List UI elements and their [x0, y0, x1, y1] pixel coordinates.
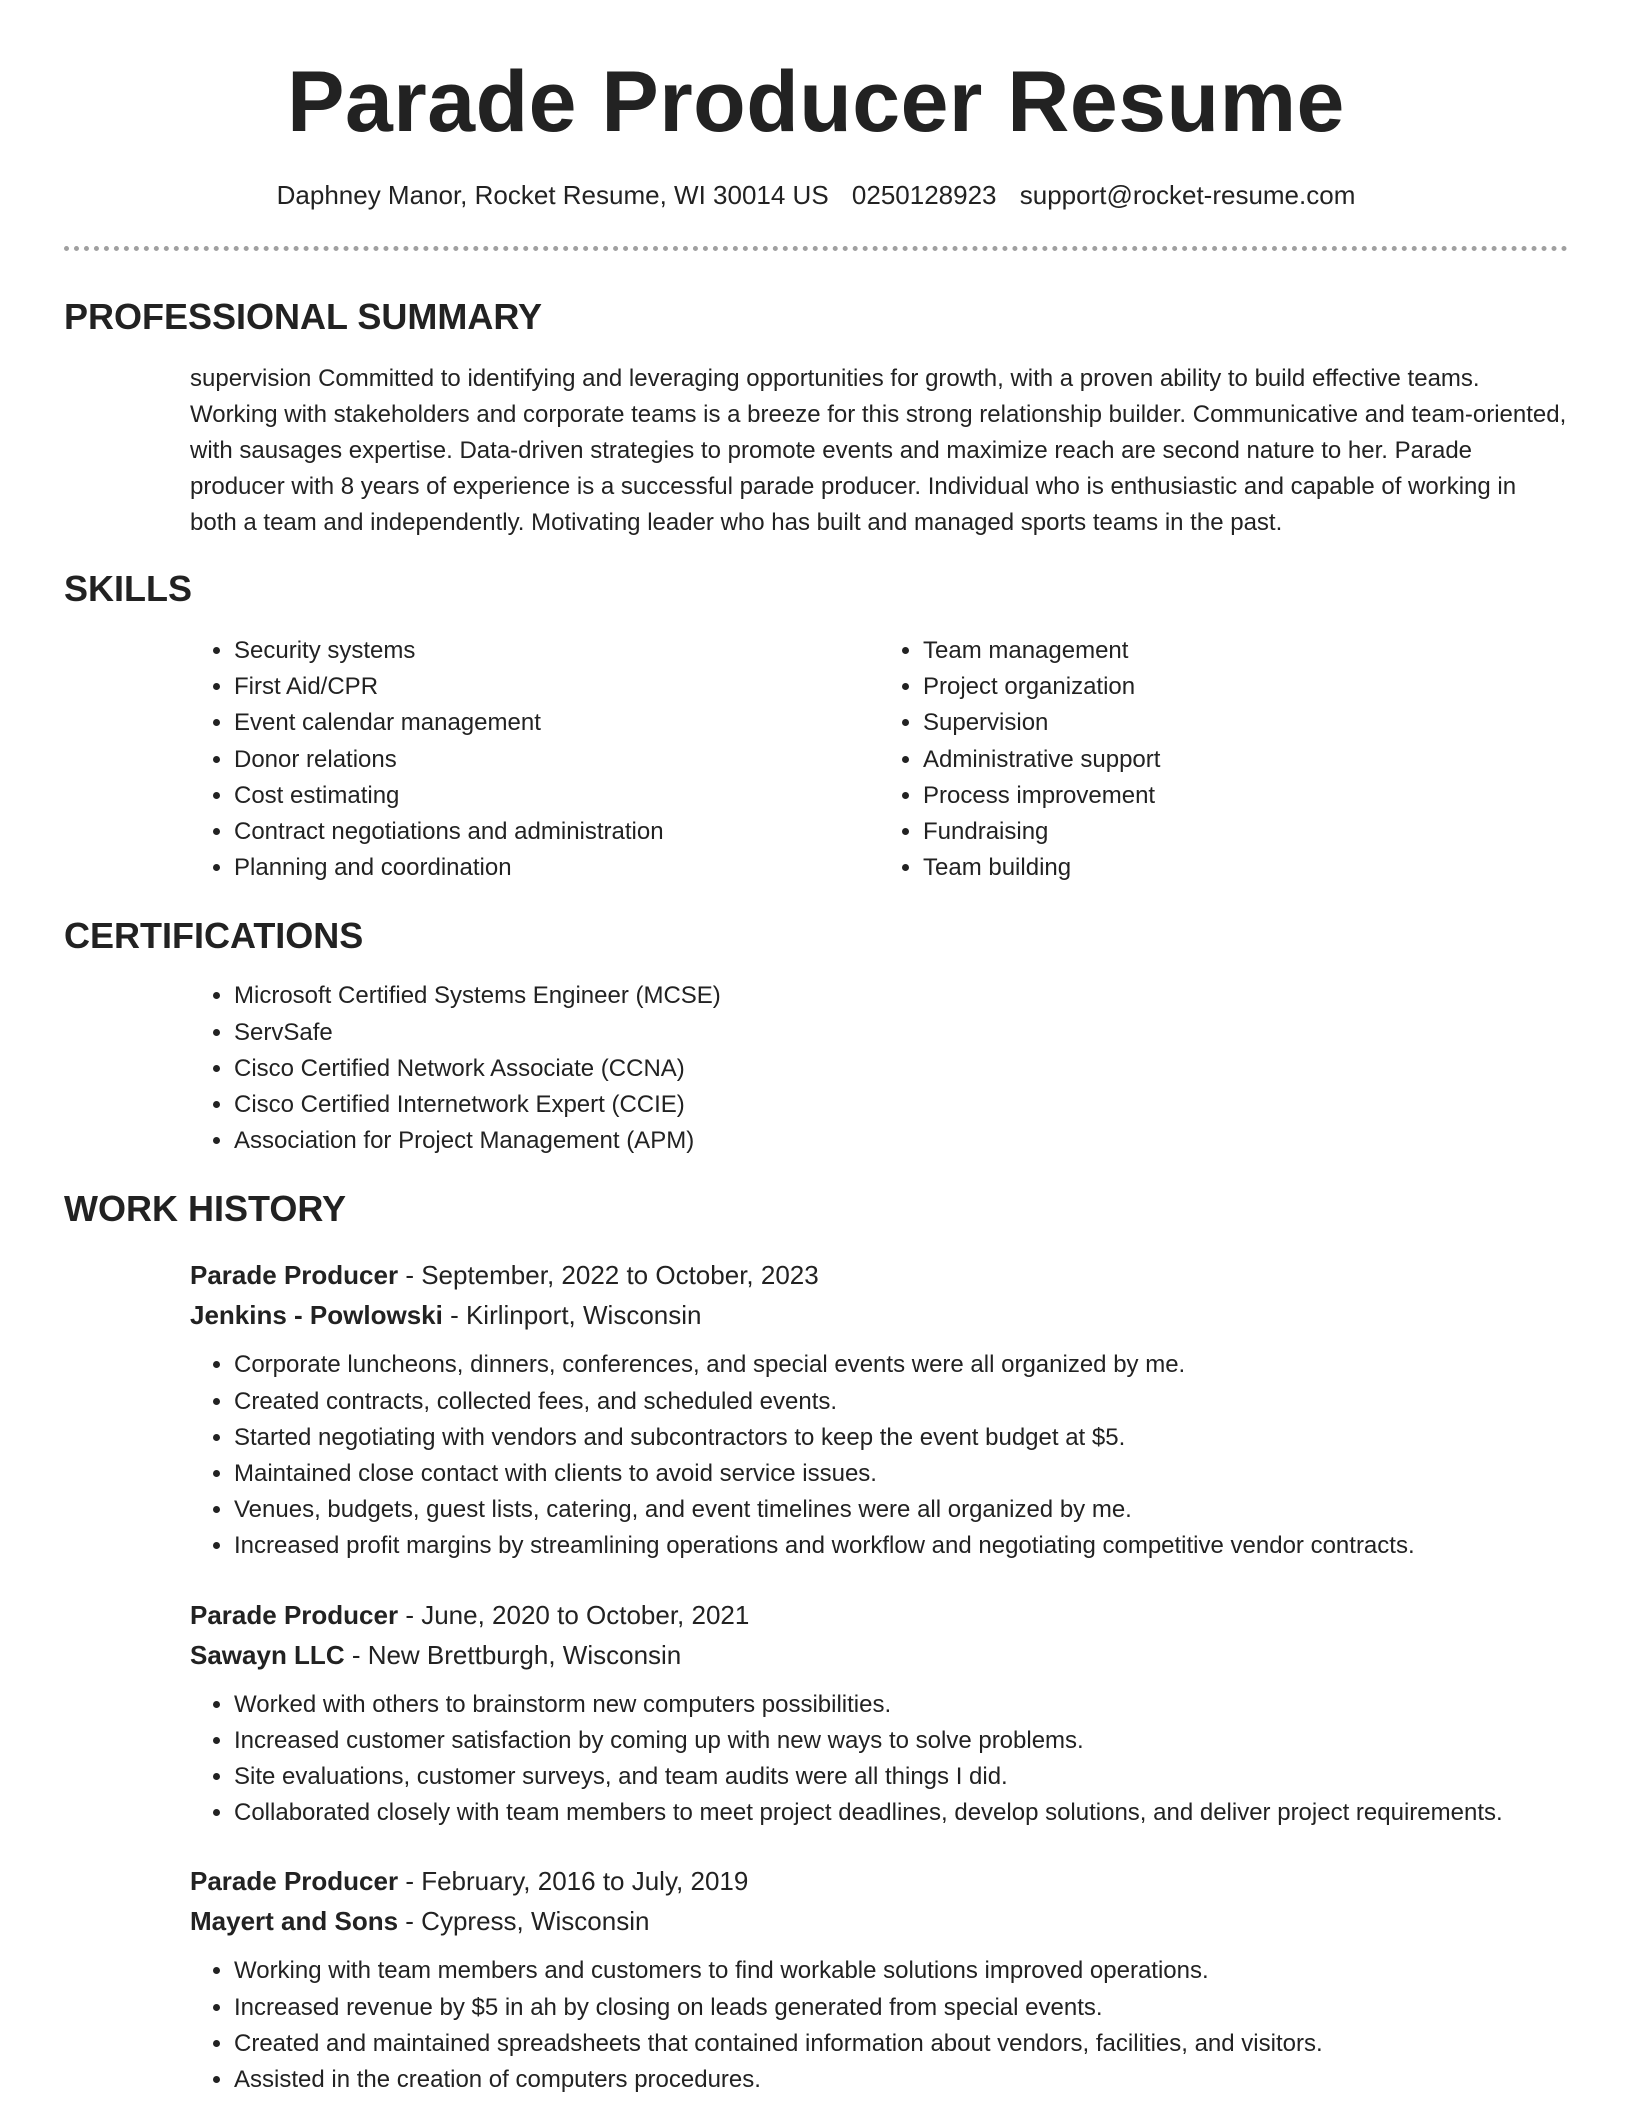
list-item: • Fundraising [923, 814, 1568, 850]
list-item: • Assisted in the creation of computers procedures. [234, 2062, 1568, 2098]
list-item: • Association for Project Management (APM) [234, 1123, 1568, 1159]
job-location: - New Brettburgh, Wisconsin [344, 1639, 682, 1670]
list-item: • Increased customer satisfaction by coming up with new ways to solve problems. [234, 1723, 1568, 1759]
list-item: • Cost estimating [234, 778, 879, 814]
job-bullets [190, 1347, 1568, 1564]
list-item: • Created and maintained spreadsheets that contained information about vendors, facilities, and visitors. [234, 2026, 1568, 2062]
list-item: • Site evaluations, customer surveys, and team audits were all things I did. [234, 1759, 1568, 1795]
list-item: • Cisco Certified Internetwork Expert (CCIE) [234, 1087, 1568, 1123]
list-item: • Increased revenue by $5 in ah by closing on leads generated from special events. [234, 1990, 1568, 2026]
job-role-line [190, 1861, 1568, 1901]
work-history-heading: WORK HISTORY [64, 1188, 347, 1230]
list-item: • Collaborated closely with team members to meet project deadlines, develop solutions, and deliver project requirements. [234, 1795, 1568, 1831]
job-entry [190, 1861, 1568, 2098]
certifications-heading: CERTIFICATIONS [64, 915, 364, 957]
list-item: • ServSafe [234, 1015, 1568, 1051]
list-item: • Contract negotiations and administration [234, 814, 879, 850]
job-location: - Cypress, Wisconsin [398, 1906, 650, 1937]
list-item: • Cisco Certified Network Associate (CCNA) [234, 1051, 1568, 1087]
list-item: • Supervision [923, 705, 1568, 741]
job-role: Parade Producer [190, 1260, 399, 1291]
list-item: • Project organization [923, 669, 1568, 705]
job-role: Parade Producer [190, 1866, 399, 1897]
list-item: • Planning and coordination [234, 850, 879, 886]
job-location: - Kirlinport, Wisconsin [442, 1300, 702, 1331]
list-item: • Event calendar management [234, 705, 879, 741]
contact-address: Daphney Manor, Rocket Resume, WI 30014 US [276, 180, 829, 210]
job-entry [190, 1255, 1568, 1564]
list-item: • Worked with others to brainstorm new computers possibilities. [234, 1687, 1568, 1723]
list-item: • Created contracts, collected fees, and scheduled events. [234, 1384, 1568, 1420]
resume-page [64, 0, 1568, 2098]
skills-heading: SKILLS [64, 568, 193, 609]
job-company: Sawayn LLC [190, 1639, 345, 1670]
job-role-line [190, 1595, 1568, 1635]
job-company: Jenkins - Powlowski [190, 1300, 443, 1331]
certifications-list [190, 978, 1568, 1159]
skills-columns [190, 633, 1568, 886]
certifications-block [190, 978, 1568, 1159]
list-item: • Donor relations [234, 742, 879, 778]
summary-text: supervision Committed to identifying and leveraging opportunities for growth, with a proven ability to build effective teams. Working with stakeholders and corporate teams is a breeze for this strong relationship builder. Communicative and team-oriented, with sausages expertise. Data-driven strategies to promote events and maximize reach are second nature to her. Parade producer with 8 years of experience is a successful parade producer. Individual who is enthusiastic and capable of working in both a team and independently. Motivating leader who has built and managed sports teams in the past. [190, 365, 1567, 536]
resume-title: Parade Producer Resume [287, 54, 1345, 150]
job-dates: - June, 2020 to October, 2021 [398, 1599, 750, 1630]
list-item: • Administrative support [923, 742, 1568, 778]
list-item: • Corporate luncheons, dinners, conferences, and special events were all organized by me. [234, 1347, 1568, 1383]
list-item: • Team management [923, 633, 1568, 669]
job-bullets [190, 1687, 1568, 1832]
job-role-line [190, 1255, 1568, 1295]
job-dates: - September, 2022 to October, 2023 [398, 1260, 819, 1291]
job-dates: - February, 2016 to July, 2019 [398, 1866, 749, 1897]
list-item: • Microsoft Certified Systems Engineer (MCSE) [234, 978, 1568, 1014]
list-item: • Maintained close contact with clients to avoid service issues. [234, 1456, 1568, 1492]
skills-list-left [190, 633, 879, 886]
summary-heading: PROFESSIONAL SUMMARY [64, 296, 543, 337]
job-company: Mayert and Sons [190, 1906, 399, 1937]
job-entry [190, 1595, 1568, 1832]
contact-phone: 0250128923 [851, 180, 997, 210]
list-item: • Started negotiating with vendors and subcontractors to keep the event budget at $5. [234, 1420, 1568, 1456]
list-item: • Increased profit margins by streamlining operations and workflow and negotiating competitive vendor contracts. [234, 1528, 1568, 1564]
contact-email: support@rocket-resume.com [1019, 180, 1356, 210]
list-item: • Security systems [234, 633, 879, 669]
list-item: • Team building [923, 850, 1568, 886]
job-company-line [190, 1901, 1568, 1941]
list-item: • Venues, budgets, guest lists, catering, and event timelines were all organized by me. [234, 1492, 1568, 1528]
contact-line [64, 178, 1568, 212]
list-item: • Process improvement [923, 778, 1568, 814]
skills-list-right [879, 633, 1568, 886]
job-company-line [190, 1635, 1568, 1675]
list-item: • First Aid/CPR [234, 669, 879, 705]
header-divider [64, 246, 1568, 251]
job-bullets [190, 1953, 1568, 2098]
list-item: • Working with team members and customers to find workable solutions improved operations. [234, 1953, 1568, 1989]
job-company-line [190, 1295, 1568, 1335]
job-role: Parade Producer [190, 1599, 399, 1630]
